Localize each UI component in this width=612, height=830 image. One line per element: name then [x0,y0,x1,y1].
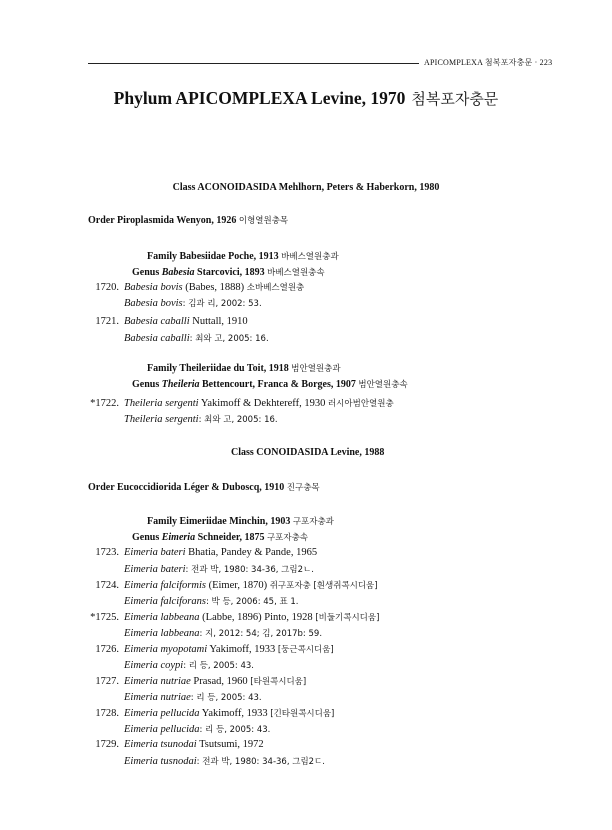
species-reference [124,659,254,671]
species-entry [81,579,378,591]
reference-citation: : 김과 리, 2002: 53. [182,299,262,309]
species-author: Bhatia, Pandey & Pande, 1965 [188,547,318,558]
page-title [0,88,612,109]
order-korean: 이형열원충목 [238,216,289,226]
species-name: Eimeria myopotami [124,644,208,655]
species-reference [124,755,325,767]
family-korean: 구포자충과 [292,517,334,527]
reference-citation: : 전과 박, 1980: 34-36, 그림2ㄷ. [196,757,325,767]
genus-prefix: Genus [132,532,160,543]
genus-heading-eimeria [132,531,308,543]
entry-number: 1723. [95,547,119,558]
species-author: Tsutsumi, 1972 [199,739,264,750]
species-korean: 쥐구포자충 [흰생쥐콕시디움] [269,581,378,591]
species-reference [124,691,262,703]
genus-heading-theileria [132,378,408,390]
species-korean: [둥근콕시디움] [277,645,334,655]
reference-name: Eimeria falciforans [124,596,206,607]
reference-citation: : 최와 고, 2005: 16. [198,415,278,425]
class-heading-aconoidasida: Class ACONOIDASIDA Mehlhorn, Peters & Haberkorn, 1980 [172,182,440,193]
species-name: Babesia caballi [124,316,190,327]
species-korean: 러시아범안열원충 [327,399,394,409]
species-reference [124,723,270,735]
species-name: Eimeria falciformis [124,580,206,591]
entry-number: 1720. [95,282,119,293]
reference-name: Eimeria bateri [124,564,186,575]
order-heading-eucoccidiorida [88,481,320,493]
running-header: APICOMPLEXA 첨복포자충문 · 223 [424,58,553,67]
order-heading-piroplasmida [88,214,288,226]
entry-number: *1722. [90,398,119,409]
species-name: Eimeria bateri [124,547,186,558]
species-name: Eimeria tsunodai [124,739,197,750]
species-entry [81,643,334,655]
genus-korean: 범안열원충속 [358,380,408,390]
species-author: Yakimoff & Dekhtereff, 1930 [200,398,326,409]
reference-citation: : 박 등, 2006: 45, 표 1. [205,597,299,607]
order-korean: 진구충목 [286,483,320,493]
family-korean: 바베스열원충과 [281,252,339,262]
species-reference [124,297,262,309]
species-korean: 소바베스열원충 [246,283,305,293]
species-author: (Babes, 1888) [185,282,245,293]
species-korean: [타원콕시디움] [250,677,307,687]
reference-citation: : 리 등, 2005: 43. [190,693,262,703]
family-korean: 범안열원충과 [291,364,341,374]
species-name: Eimeria labbeana [124,612,200,623]
species-reference [124,627,322,639]
reference-name: Babesia caballi [124,333,190,344]
family-latin: Family Babesiidae Poche, 1913 [147,251,279,262]
family-latin: Family Theileriidae du Toit, 1918 [147,363,289,374]
species-name: Babesia bovis [124,282,183,293]
species-entry [81,316,248,327]
species-reference [124,413,278,425]
title-korean: 첨복포자충문 [411,90,499,108]
genus-heading-babesia [132,266,325,278]
family-heading-theileriidae [147,362,341,374]
family-latin: Family Eimeriidae Minchin, 1903 [147,516,291,527]
species-entry [81,611,379,623]
reference-name: Theileria sergenti [124,414,199,425]
genus-korean: 바베스열원충속 [267,268,325,278]
genus-name: Theileria [161,379,200,390]
species-korean: [비둘기콕시디움] [315,613,380,623]
entry-number: 1729. [95,739,119,750]
genus-author: Bettencourt, Franca & Borges, 1907 [202,379,356,390]
entry-number: 1721. [95,316,119,327]
species-name: Theileria sergenti [124,398,199,409]
entry-number: *1725. [90,612,119,623]
reference-citation: : 최와 고, 2005: 16. [189,334,269,344]
class-heading-conoidasida: Class CONOIDASIDA Levine, 1988 [231,447,385,458]
family-heading-eimeriidae [147,515,334,527]
species-reference [124,563,314,575]
entry-number: 1724. [95,580,119,591]
species-reference [124,332,269,344]
species-author: (Labbe, 1896) Pinto, 1928 [202,612,313,623]
species-author: Nuttall, 1910 [192,316,248,327]
order-latin: Order Piroplasmida Wenyon, 1926 [88,215,237,226]
species-reference [124,595,299,607]
genus-author: Schneider, 1875 [197,532,265,543]
species-name: Eimeria pellucida [124,708,200,719]
order-latin: Order Eucoccidiorida Léger & Duboscq, 1910 [88,482,285,493]
species-name: Eimeria nutriae [124,676,191,687]
genus-name: Babesia [161,267,195,278]
species-author: Yakimoff, 1933 [201,708,268,719]
reference-name: Eimeria tusnodai [124,756,197,767]
header-rule [88,63,419,64]
title-latin: Phylum APICOMPLEXA Levine, 1970 [113,88,406,108]
entry-number: 1726. [95,644,119,655]
species-author: Prasad, 1960 [193,676,248,687]
reference-citation: : 전과 박, 1980: 34-36, 그림2ㄴ. [185,565,314,575]
species-entry [81,281,304,293]
reference-name: Eimeria nutriae [124,692,191,703]
entry-number: 1727. [95,676,119,687]
species-korean: [긴타원콕시디움] [270,709,335,719]
genus-korean: 구포자충속 [266,533,309,543]
family-heading-babesiidae [147,250,339,262]
species-author: Yakimoff, 1933 [209,644,276,655]
genus-author: Starcovici, 1893 [197,267,265,278]
reference-citation: : 리 등, 2005: 43. [183,661,255,671]
reference-name: Eimeria coypi [124,660,184,671]
species-entry [81,675,306,687]
species-entry [81,547,317,558]
genus-name: Eimeria [161,532,196,543]
species-entry [81,739,264,750]
reference-name: Eimeria labbeana [124,628,200,639]
reference-citation: : 리 등, 2005: 43. [199,725,271,735]
reference-name: Eimeria pellucida [124,724,200,735]
entry-number: 1728. [95,708,119,719]
reference-citation: : 지, 2012: 54; 김, 2017b: 59. [199,629,323,639]
genus-prefix: Genus [132,267,160,278]
species-entry [81,707,334,719]
genus-prefix: Genus [132,379,160,390]
species-entry [81,397,394,409]
reference-name: Babesia bovis [124,298,183,309]
species-author: (Eimer, 1870) [208,580,268,591]
